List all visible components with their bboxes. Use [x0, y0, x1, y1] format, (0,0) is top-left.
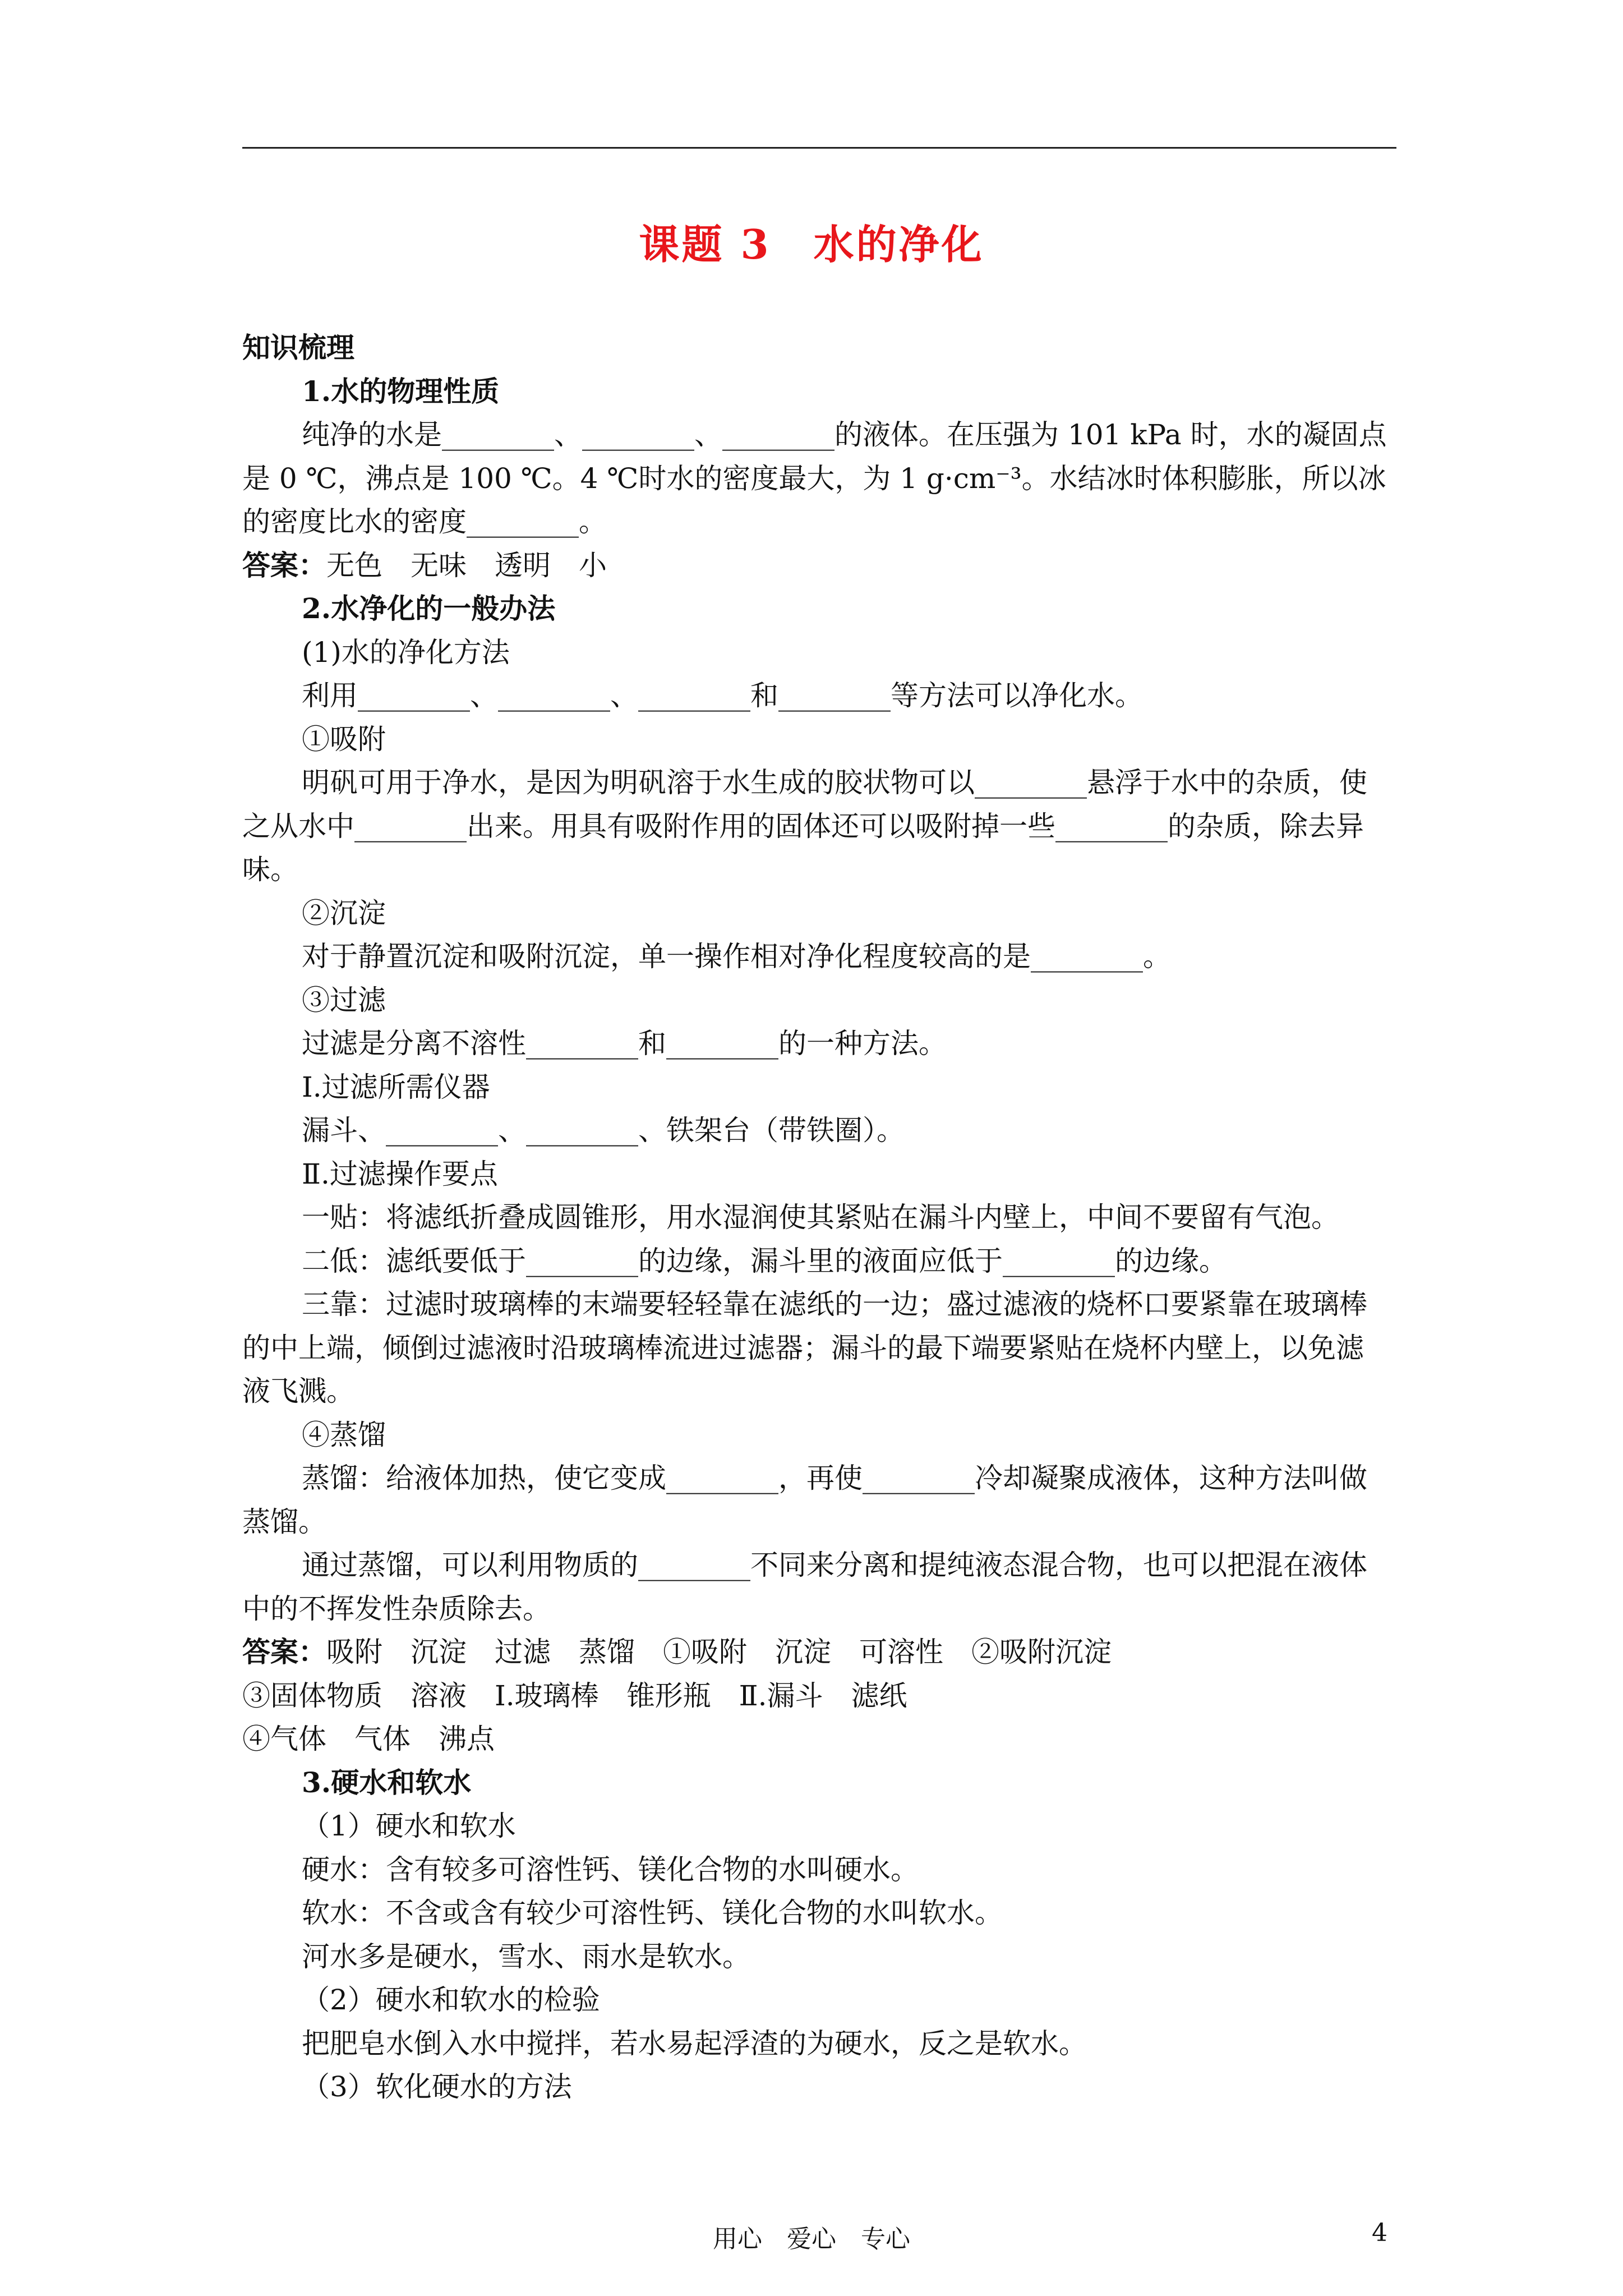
section-heading: 1.水的物理性质	[302, 374, 500, 408]
text-line: 答案：吸附 沉淀 过滤 蒸馏 ①吸附 沉淀 可溶性 ②吸附沉淀	[242, 1635, 1112, 1668]
text-line: 把肥皂水倒入水中搅拌，若水易起浮渣的为硬水，反之是软水。	[302, 2027, 1087, 2060]
section-heading: 知识梳理	[242, 331, 354, 364]
text-line: ③固体物质 溶液 Ⅰ.玻璃棒 锥形瓶 Ⅱ.漏斗 滤纸	[242, 1679, 907, 1712]
text-line: 是 0 ℃，沸点是 100 ℃。4 ℃时水的密度最大，为 1 g·cm⁻³。水结冰时体积膨胀，所以冰	[242, 462, 1386, 495]
text-line: （3）软化硬水的方法	[302, 2070, 572, 2103]
text-line: 答案：无色 无味 透明 小	[242, 548, 607, 582]
text-line: 通过蒸馏，可以利用物质的________不同来分离和提纯液态混合物，也可以把混在液体	[302, 1549, 1367, 1581]
text-line: 液飞溅。	[242, 1375, 354, 1407]
text-line: 的中上端，倾倒过滤液时沿玻璃棒流进过滤器；漏斗的最下端要紧贴在烧杯内壁上，以免滤	[242, 1331, 1364, 1364]
text-line: 的密度比水的密度________。	[242, 505, 607, 538]
text-line: Ⅱ.过滤操作要点	[302, 1157, 498, 1190]
text-line: （1）硬水和软水	[302, 1810, 516, 1842]
text-line: 蒸馏：给液体加热，使它变成________，再使________冷却凝聚成液体，这种方法叫做	[302, 1462, 1367, 1494]
text-line: 硬水：含有较多可溶性钙、镁化合物的水叫硬水。	[302, 1853, 919, 1886]
text-line: 利用________、________、________和________等方法可以净化水。	[302, 679, 1143, 712]
section-heading: 3.硬水和软水	[302, 1765, 472, 1799]
text-line: ②沉淀	[302, 896, 386, 930]
page-title: 课题 3 水的净化	[639, 220, 984, 268]
text-line: 纯净的水是________、________、________的液体。在压强为 101 kPa 时，水的凝固点	[302, 418, 1387, 451]
text-line: （2）硬水和软水的检验	[302, 1984, 600, 2016]
text-line: 蒸馏。	[242, 1505, 326, 1538]
text-line: ③过滤	[302, 983, 386, 1016]
text-line: 味。	[242, 853, 298, 886]
header-rule	[242, 147, 1396, 149]
text-line: 河水多是硬水，雪水、雨水是软水。	[302, 1940, 750, 1973]
text-line: Ⅰ.过滤所需仪器	[302, 1070, 490, 1103]
text-line: 漏斗、________、________、铁架台（带铁圈）。	[302, 1114, 905, 1147]
text-line: 三靠：过滤时玻璃棒的末端要轻轻靠在滤纸的一边；盛过滤液的烧杯口要紧靠在玻璃棒	[302, 1288, 1367, 1320]
answer-label: 答案：	[242, 548, 326, 582]
section-heading: 2.水净化的一般办法	[302, 592, 556, 625]
text-line: 之从水中________出来。用具有吸附作用的固体还可以吸附掉一些________的杂质，除去异	[242, 809, 1364, 843]
text-line: ①吸附	[302, 723, 386, 756]
footer-text: 用心 爱心 专心	[713, 2225, 910, 2253]
text-line: 明矾可用于净水，是因为明矾溶于水生成的胶状物可以________悬浮于水中的杂质，使	[302, 766, 1367, 799]
answer-label: 答案：	[242, 1635, 326, 1668]
text-line: 一贴：将滤纸折叠成圆锥形，用水湿润使其紧贴在漏斗内壁上，中间不要留有气泡。	[302, 1201, 1339, 1234]
text-line: 过滤是分离不溶性________和________的一种方法。	[302, 1027, 947, 1060]
text-line: ④气体 气体 沸点	[242, 1723, 495, 1755]
page-number: 4	[1372, 2219, 1387, 2247]
text-line: 中的不挥发性杂质除去。	[242, 1592, 551, 1625]
text-line: 软水：不含或含有较少可溶性钙、镁化合物的水叫软水。	[302, 1897, 1003, 1929]
text-line: 对于静置沉淀和吸附沉淀，单一操作相对净化程度较高的是________。	[302, 940, 1171, 973]
text-line: ④蒸馏	[302, 1418, 386, 1451]
text-line: (1)水的净化方法	[302, 636, 510, 669]
text-line: 二低：滤纸要低于________的边缘，漏斗里的液面应低于________的边缘。	[302, 1244, 1227, 1277]
